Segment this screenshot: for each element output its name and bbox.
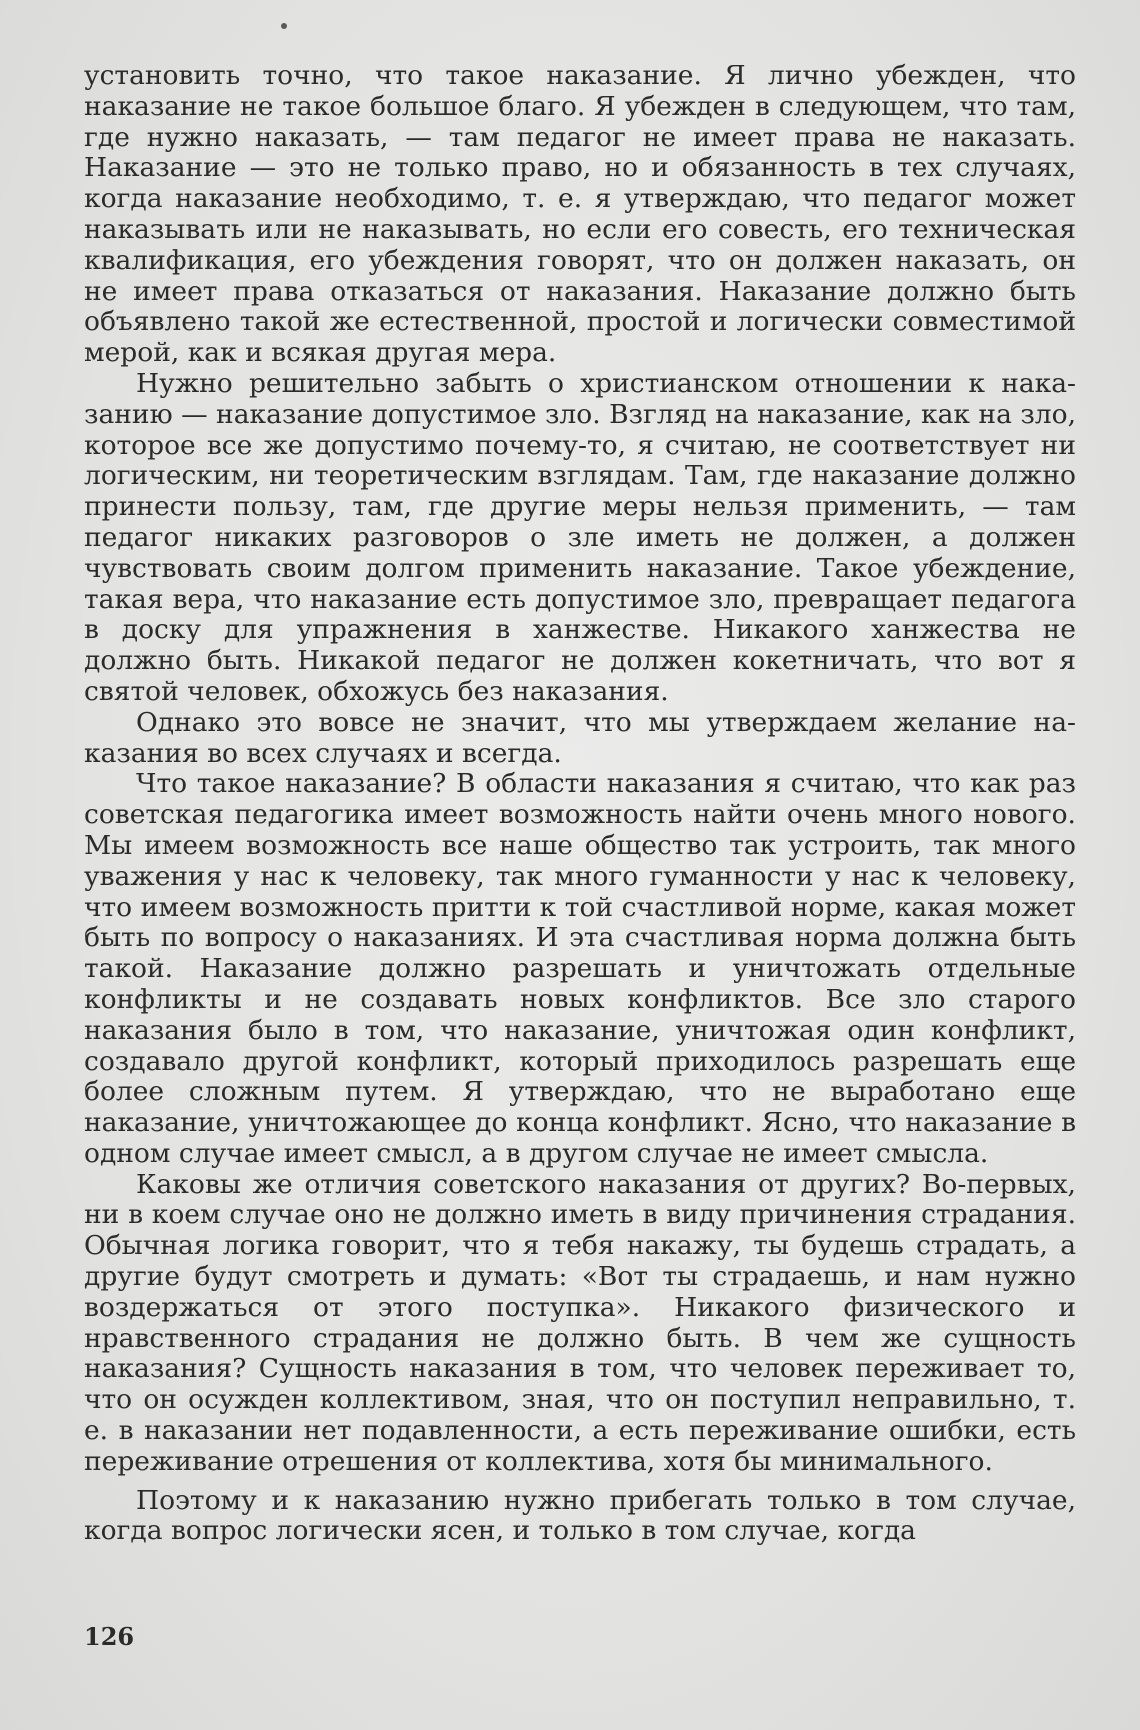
paragraph: Однако это вовсе не значит, что мы утверждаем желание наказания во всех случаях и всегда.	[84, 706, 1076, 769]
paragraph: Что такое наказание? В области наказания я считаю, что как раз советская педагогика имеет возможность найти очень много нового. Мы имеем возможность все наше общество так устроить, так много уважения у нас к человеку, так много гуманности у нас к человеку, что имеем возможность притти к той счастливой норме, какая может быть по вопросу о наказаниях. И эта счастливая норма должна быть такой. Наказание должно разрешать и уничтожать отдельные конфликты и не создавать новых конфликтов. Все зло старого наказания было в том, что наказание, уничтожая один конфликт, создавало другой конфликт, который приходилось разрешать еще более сложным путем. Я утверждаю, что не выработано еще наказание, уничтожающее до конца конфликт. Ясно, что наказание в одном случае имеет смысл, а в другом случае не имеет смысла.	[84, 768, 1076, 1169]
paragraph: Нужно решительно забыть о христианском отношении к наказанию — наказание допустимое зло. Взгляд на наказание, как на зло, которое все же допустимо почему-то, я считаю, не соответствует ни логическим, ни теоретическим взглядам. Там, где наказание должно принести пользу, там, где другие меры нельзя применить, — там педагог никаких разговоров о зле иметь не должен, а должен чувствовать своим долгом применить наказание. Такое убеждение, такая вера, что наказание есть допустимое зло, превращает педагога в доску для упражнения в ханжестве. Никакого ханжества не должно быть. Никакой педагог не должен кокетничать, что вот я святой человек, обхожусь без наказания.	[84, 367, 1076, 707]
print-speck	[281, 23, 287, 29]
page-number: 126	[84, 1622, 135, 1651]
paragraph: Поэтому и к наказанию нужно прибегать только в том случае, когда вопрос логически ясен, и только в том случае, когда	[84, 1484, 1076, 1547]
body-text	[84, 61, 1076, 1547]
paragraph-continued: установить точно, что такое наказание. Я лично убежден, что наказание не такое большое благо. Я убежден в следующем, что там, где нужно наказать, — там педагог не имеет права не наказать. Наказание — это не только право, но и обязанность в тех случаях, когда наказание необходимо, т. е. я утверждаю, что педагог может наказывать или не наказывать, но если его совесть, его техническая квалификация, его убеждения говорят, что он должен наказать, он не имеет права отказаться от наказания. Наказание должно быть объявлено такой же естественной, простой и логически совместимой мерой, как и всякая другая мера.	[84, 60, 1076, 369]
paragraph: Каковы же отличия советского наказания от других? Во-первых, ни в коем случае оно не должно иметь в виду причинения страдания. Обычная логика говорит, что я тебя накажу, ты будешь страдать, а другие будут смотреть и думать: «Вот ты страдаешь, и нам нужно воздержаться от этого поступка». Никакого физического и нравственного страдания не должно быть. В чем же сущность наказания? Сущность наказания в том, что человек переживает то, что он осужден коллективом, зная, что он поступил неправильно, т. е. в наказании нет подавленности, а есть переживание ошибки, есть переживание отрешения от коллектива, хотя бы минимального.	[84, 1168, 1076, 1477]
